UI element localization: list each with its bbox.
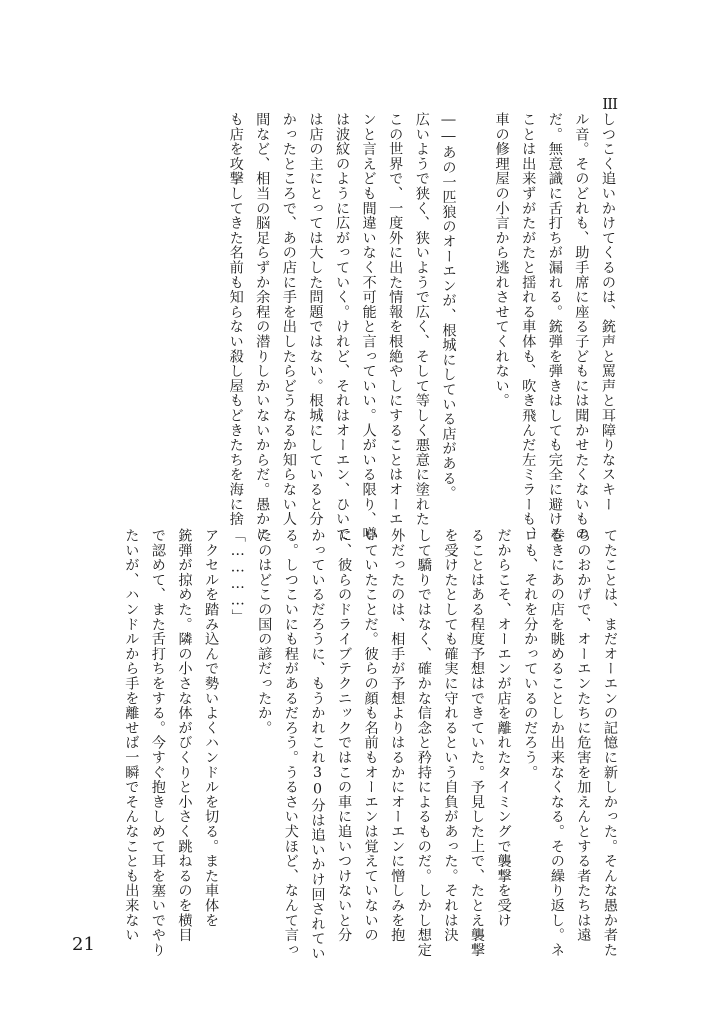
text-line: いていたことだ。彼らの顔も名前もオーエンは覚えていないの bbox=[362, 528, 379, 943]
text-line: る。しつこいにも程があるだろう。うるさい犬ほど、なんて言っ bbox=[282, 528, 299, 958]
text-line: しつこく追いかけてくるのは、銃声と罵声と耳障りなスキー bbox=[600, 112, 616, 512]
text-line: ロも、それを分かっているのだろう。 bbox=[522, 528, 539, 780]
text-line: ンと言えども間違いなく不可能と言っていい。人がいる限り、噂 bbox=[360, 112, 377, 542]
text-line bbox=[461, 112, 488, 512]
text-line: 「…………」 bbox=[229, 528, 246, 624]
text-line: 銃弾が掠めた。隣の小さな体がびくりと小さく跳ねるのを横目 bbox=[176, 528, 193, 943]
text-line: ル音。そのどれも、助手席に座る子どもには聞かせたくないもの bbox=[573, 112, 590, 542]
text-line: 巻きにあの店を眺めることしか出来なくなる。その繰り返し。ネ bbox=[548, 528, 565, 958]
text-line: を受けたとしても確実に守れるという自負があった。それは決 bbox=[442, 528, 459, 943]
text-line: かっているだろうに、もうかれこれ30分は追いかけ回されてい bbox=[309, 528, 326, 961]
text-line: ――あの一匹狼のオーエンが、根城にしている店がある。 bbox=[440, 112, 457, 501]
text-line: アクセルを踏み込んで勢いよくハンドルを切る。また車体を bbox=[203, 528, 220, 928]
text-line: 車の修理屋の小言から逃れさせてくれない。 bbox=[493, 112, 510, 408]
text-line: かったところで、あの店に手を出したらどうなるか知らない人 bbox=[280, 112, 297, 527]
text-line: 広いようで狭く、狭いようで広く、そして等しく悪意に塗れた bbox=[413, 112, 430, 527]
text-line: たのはどこの国の諺だったか。 bbox=[256, 528, 273, 736]
lower-text-block bbox=[118, 528, 623, 961]
text-line: は店の主にとっては大した問題ではない。根城にしていると分 bbox=[307, 112, 324, 527]
page-number: 21 bbox=[72, 934, 95, 955]
text-line: に、彼らのドライブテクニックではこの車に追いつけないと分 bbox=[336, 528, 353, 943]
text-line: して驕りではなく、確かな信念と矜持によるものだ。しかし想定 bbox=[415, 528, 432, 958]
upper-text-block bbox=[222, 112, 621, 542]
text-line: 間など、相当の脳足らずか余程の潜りしかいないからだ。愚かに bbox=[254, 112, 271, 542]
text-line: 外だったのは、相手が予想よりはるかにオーエンに憎しみを抱 bbox=[389, 528, 406, 943]
text-line: ことは出来ずがたがたと揺れる車体も、吹き飛んだ左ミラーも、 bbox=[520, 112, 537, 542]
text-line: てたことは、まだオーエンの記憶に新しかった。そんな愚か者た bbox=[602, 528, 618, 958]
text-line: も店を攻撃してきた名前も知らない殺し屋もどきたちを海に捨 bbox=[227, 112, 244, 527]
chapter-heading: III bbox=[602, 95, 617, 113]
text-line: は波紋のように広がっていく。けれど、それはオーエン、ひいて bbox=[334, 112, 351, 542]
text-line: だからこそ、オーエンが店を離れたタイミングで襲撃を受け bbox=[495, 528, 512, 928]
text-line: たいが、ハンドルから手を離せば一瞬でそんなことも出来ない bbox=[123, 528, 140, 943]
text-line: ちのおかげで、オーエンたちに危害を加えんとする者たちは遠 bbox=[575, 528, 592, 943]
text-line: ることはある程度予想はできていた。予見した上で、たとえ襲撃 bbox=[469, 528, 486, 958]
text-line: で認めて、また舌打ちをする。今すぐ抱きしめて耳を塞いでやり bbox=[149, 528, 166, 958]
text-line: だ。無意識に舌打ちが漏れる。銃弾を弾きはしても完全に避ける bbox=[546, 112, 563, 542]
text-line: この世界で、一度外に出た情報を根絶やしにすることはオーエ bbox=[387, 112, 404, 527]
